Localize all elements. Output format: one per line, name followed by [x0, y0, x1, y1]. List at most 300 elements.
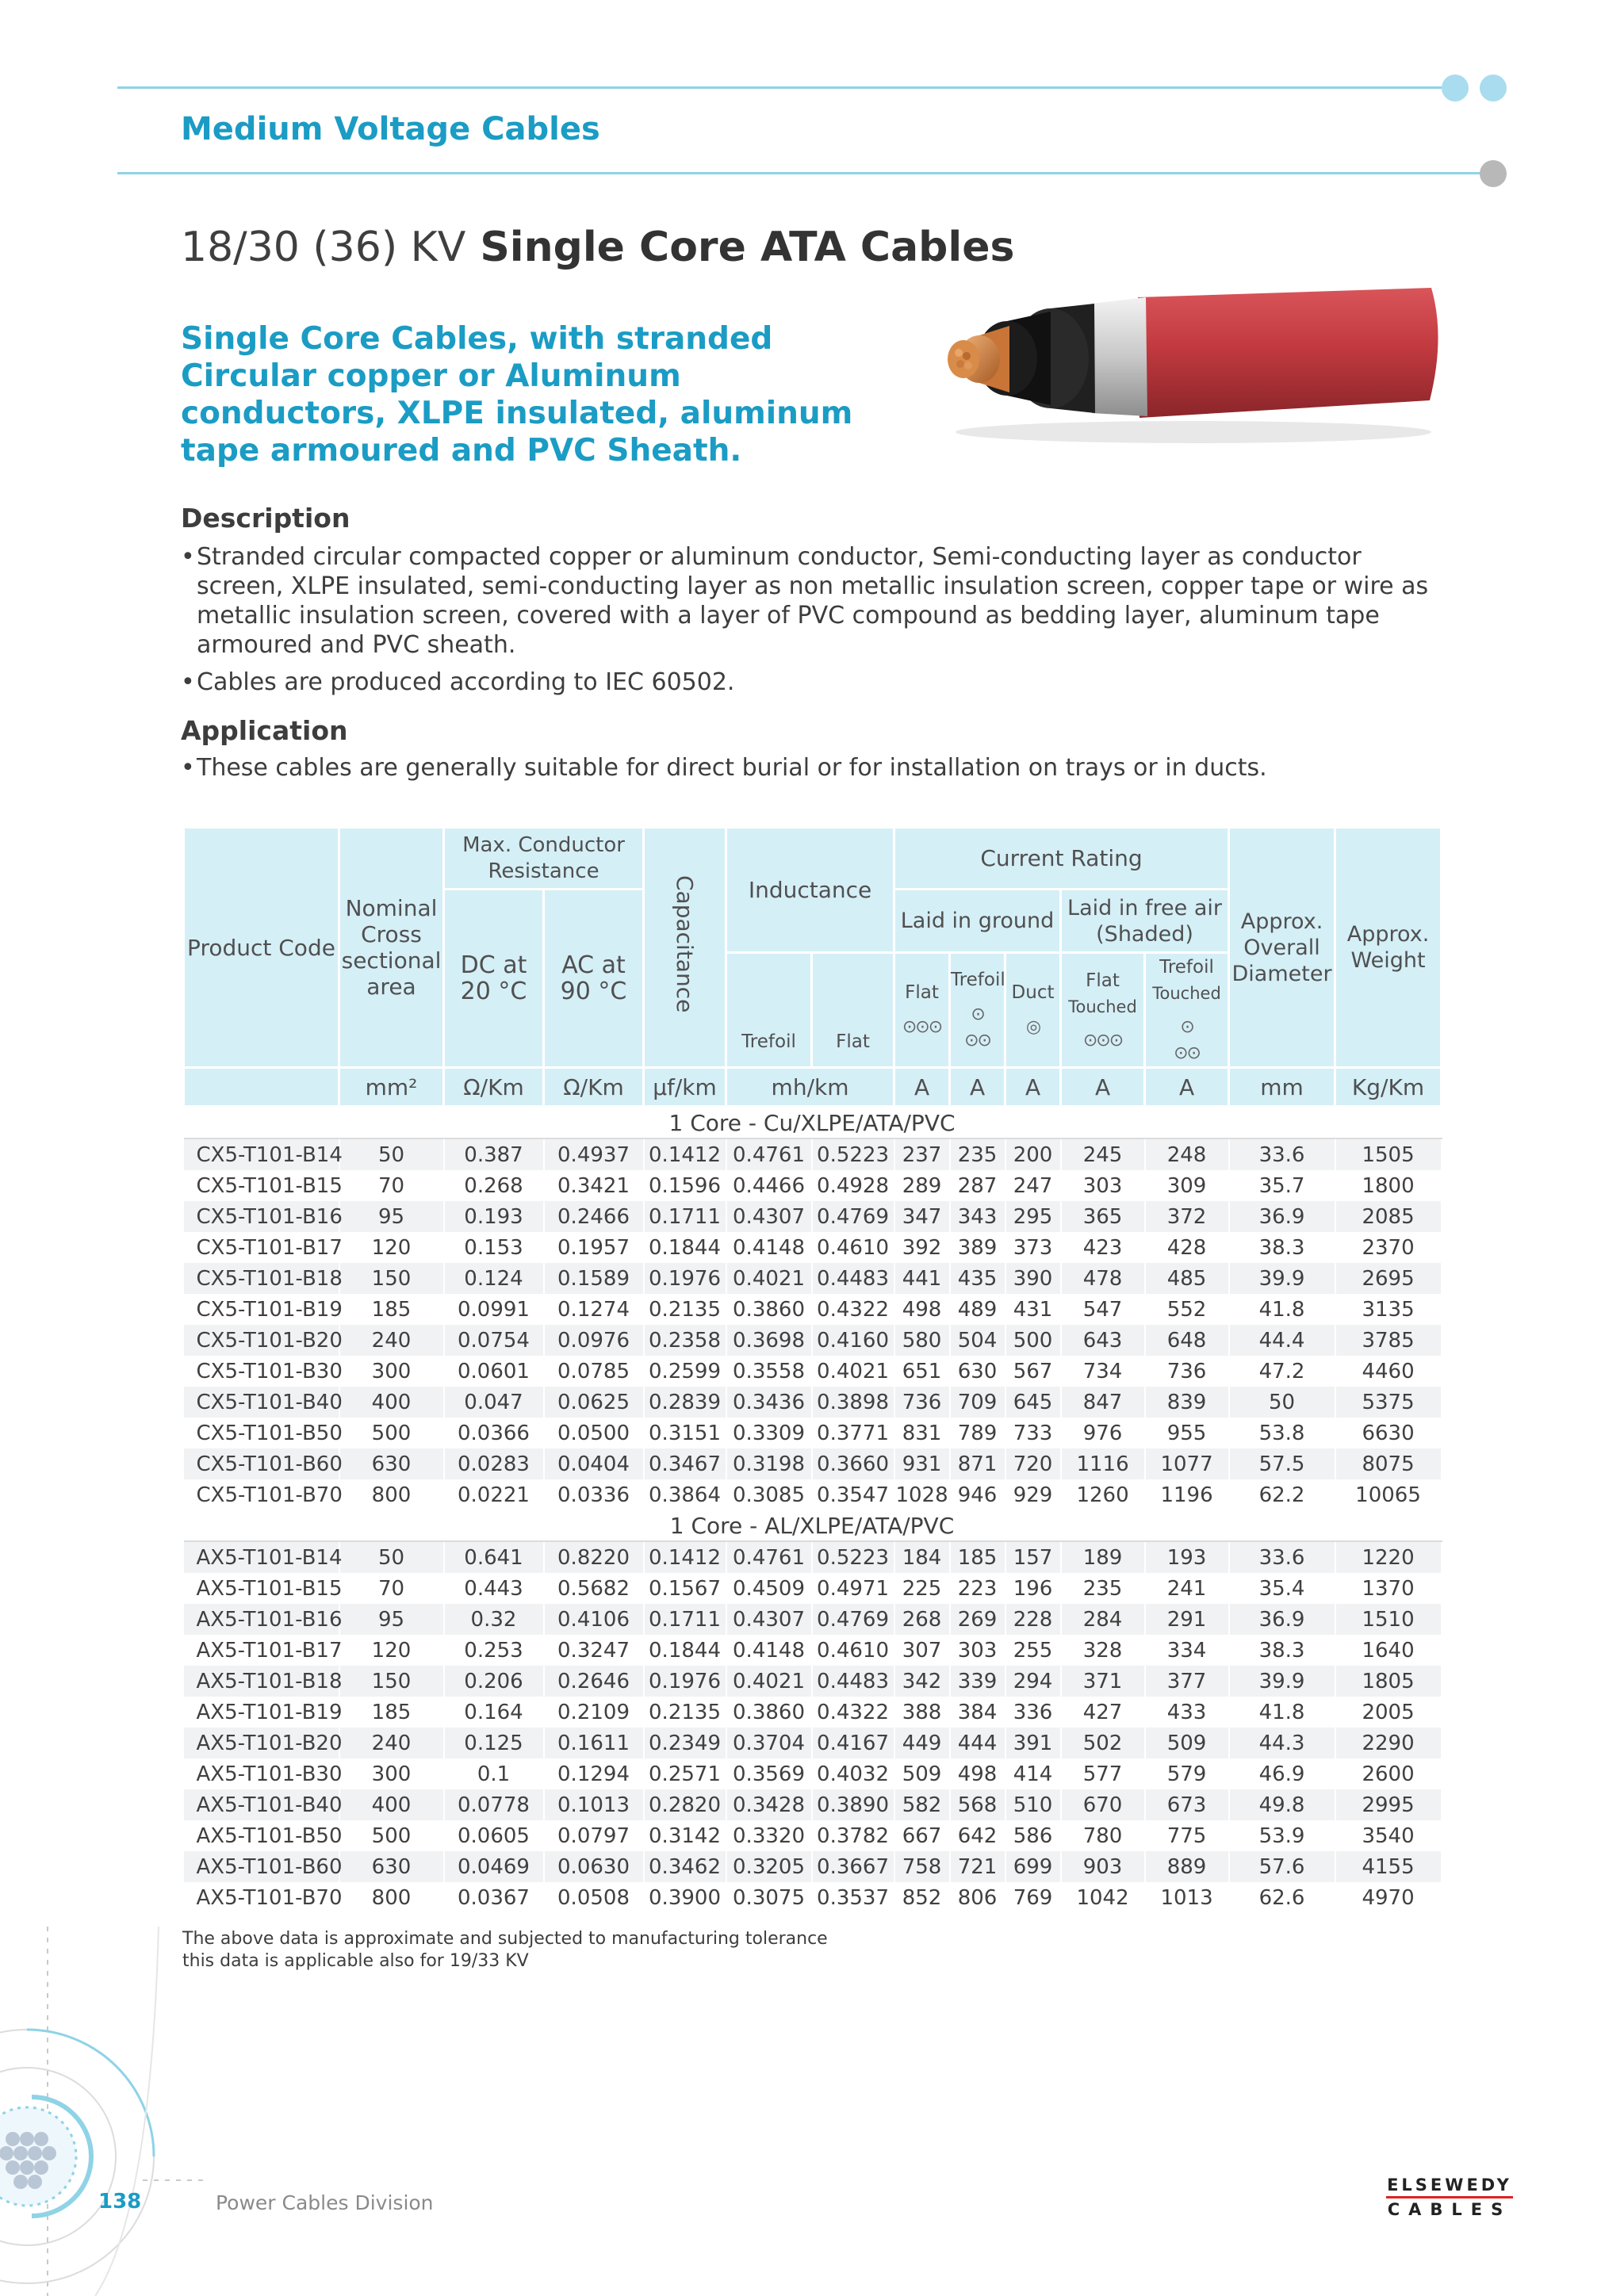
cell-weight: 6630	[1335, 1418, 1442, 1448]
cell-ind-trefoil: 0.3436	[726, 1387, 812, 1418]
header-ground-duct-label: Duct	[1011, 982, 1055, 1003]
cell-code: CX5-T101-B20	[184, 1325, 339, 1356]
cell-air-trefoil: 485	[1145, 1263, 1229, 1294]
cell-ground-duct: 390	[1005, 1263, 1061, 1294]
cell-ground-duct: 196	[1005, 1573, 1061, 1604]
cell-code: CX5-T101-B60	[184, 1448, 339, 1479]
table-row	[184, 1728, 1442, 1758]
duct-formation-icon: ◎	[1025, 1017, 1040, 1037]
cell-ground-trefoil: 185	[950, 1541, 1005, 1573]
cell-ind-trefoil: 0.4148	[726, 1635, 812, 1666]
unit-area: mm²	[339, 1068, 444, 1107]
cell-air-flat: 670	[1061, 1789, 1145, 1820]
cell-code: AX5-T101-B60	[184, 1851, 339, 1882]
cell-area: 500	[339, 1820, 444, 1851]
cell-dc: 0.124	[444, 1263, 544, 1294]
cell-ground-duct: 720	[1005, 1448, 1061, 1479]
cell-code: AX5-T101-B70	[184, 1882, 339, 1913]
cell-weight: 1800	[1335, 1170, 1442, 1201]
cell-air-trefoil: 372	[1145, 1201, 1229, 1232]
cell-ind-trefoil: 0.3558	[726, 1356, 812, 1387]
cell-ground-flat: 347	[894, 1201, 950, 1232]
cell-diameter: 39.9	[1229, 1263, 1335, 1294]
cell-air-trefoil: 309	[1145, 1170, 1229, 1201]
cell-ac: 0.8220	[544, 1541, 644, 1573]
header-capacitance-label: Capacitance	[672, 874, 699, 1013]
cell-diameter: 53.8	[1229, 1418, 1335, 1448]
cell-ground-flat: 758	[894, 1851, 950, 1882]
cell-weight: 1640	[1335, 1635, 1442, 1666]
cell-capacitance: 0.3900	[644, 1882, 726, 1913]
cell-diameter: 49.8	[1229, 1789, 1335, 1820]
group-title: 1 Core - Cu/XLPE/ATA/PVC	[184, 1107, 1442, 1139]
cell-ind-flat: 0.4021	[812, 1356, 894, 1387]
division-name: Power Cables Division	[216, 2191, 434, 2214]
cell-capacitance: 0.2599	[644, 1356, 726, 1387]
cell-code: AX5-T101-B14	[184, 1541, 339, 1573]
cell-ind-flat: 0.4032	[812, 1758, 894, 1789]
table-header	[184, 828, 1442, 1107]
page-title-main: Single Core ATA Cables	[480, 224, 1015, 271]
table-row	[184, 1789, 1442, 1820]
cell-area: 300	[339, 1758, 444, 1789]
header-laid-in-free-air: Laid in free air (Shaded)	[1061, 890, 1229, 953]
cell-capacitance: 0.1567	[644, 1573, 726, 1604]
header-ground-trefoil-label: Trefoil	[951, 969, 1005, 990]
cell-area: 400	[339, 1387, 444, 1418]
cell-capacitance: 0.1412	[644, 1138, 726, 1170]
cell-capacitance: 0.2135	[644, 1294, 726, 1325]
cell-ground-duct: 200	[1005, 1138, 1061, 1170]
cell-code: AX5-T101-B17	[184, 1635, 339, 1666]
cell-weight: 4970	[1335, 1882, 1442, 1913]
cell-dc: 0.0367	[444, 1882, 544, 1913]
cell-air-flat: 903	[1061, 1851, 1145, 1882]
cell-diameter: 41.8	[1229, 1294, 1335, 1325]
cell-air-flat: 245	[1061, 1138, 1145, 1170]
cell-air-flat: 303	[1061, 1170, 1145, 1201]
cell-ground-trefoil: 339	[950, 1666, 1005, 1697]
group-header-row	[184, 1510, 1442, 1541]
cell-ground-duct: 414	[1005, 1758, 1061, 1789]
table-notes	[182, 1928, 828, 1973]
table-row	[184, 1138, 1442, 1170]
cell-diameter: 36.9	[1229, 1201, 1335, 1232]
cell-capacitance: 0.1596	[644, 1170, 726, 1201]
header-air-flat	[1061, 953, 1145, 1068]
cell-ground-flat: 667	[894, 1820, 950, 1851]
cell-ground-flat: 388	[894, 1697, 950, 1728]
cell-dc: 0.0366	[444, 1418, 544, 1448]
cell-ground-flat: 651	[894, 1356, 950, 1387]
header-capacitance	[644, 828, 726, 1068]
description-bullet-1: • Stranded circular compacted copper or aluminum conductor, Semi-conducting layer as conductor screen, XLPE insulated, semi-conducting layer as non metallic insulation screen, copper tape or wire as metallic insulation screen, covered with a layer of PVC compound as bedding layer, aluminum tape armoured and PVC sheath.	[181, 542, 1450, 660]
cell-ind-flat: 0.4971	[812, 1573, 894, 1604]
cell-ac: 0.1957	[544, 1232, 644, 1263]
group-header-row	[184, 1107, 1442, 1139]
cell-ac: 0.1013	[544, 1789, 644, 1820]
cell-ground-flat: 1028	[894, 1479, 950, 1510]
cell-dc: 0.0601	[444, 1356, 544, 1387]
cell-ground-trefoil: 871	[950, 1448, 1005, 1479]
table-row	[184, 1356, 1442, 1387]
cell-ground-trefoil: 642	[950, 1820, 1005, 1851]
cell-ground-duct: 373	[1005, 1232, 1061, 1263]
cell-ground-flat: 184	[894, 1541, 950, 1573]
cell-area: 150	[339, 1263, 444, 1294]
cell-area: 185	[339, 1697, 444, 1728]
cell-air-flat: 1042	[1061, 1882, 1145, 1913]
cell-weight: 4155	[1335, 1851, 1442, 1882]
cell-air-flat: 643	[1061, 1325, 1145, 1356]
cell-dc: 0.0283	[444, 1448, 544, 1479]
note-applicability: this data is applicable also for 19/33 KV	[182, 1951, 529, 1971]
cell-ind-trefoil: 0.4466	[726, 1170, 812, 1201]
cell-code: AX5-T101-B40	[184, 1789, 339, 1820]
cell-weight: 10065	[1335, 1479, 1442, 1510]
cell-code: AX5-T101-B18	[184, 1666, 339, 1697]
cell-capacitance: 0.2135	[644, 1697, 726, 1728]
cell-ground-flat: 582	[894, 1789, 950, 1820]
cell-capacitance: 0.3864	[644, 1479, 726, 1510]
units-spacer	[184, 1068, 339, 1107]
cell-ground-trefoil: 444	[950, 1728, 1005, 1758]
cell-ind-flat: 0.4322	[812, 1294, 894, 1325]
cell-dc: 0.0754	[444, 1325, 544, 1356]
unit-inductance: mh/km	[726, 1068, 894, 1107]
cell-ac: 0.4106	[544, 1604, 644, 1635]
brand-logo	[1386, 2175, 1513, 2219]
cell-air-flat: 427	[1061, 1697, 1145, 1728]
cell-capacitance: 0.2571	[644, 1758, 726, 1789]
cell-ground-duct: 294	[1005, 1666, 1061, 1697]
cell-air-trefoil: 428	[1145, 1232, 1229, 1263]
cell-weight: 1370	[1335, 1573, 1442, 1604]
cell-diameter: 35.4	[1229, 1573, 1335, 1604]
header-max-resistance: Max. Conductor Resistance	[444, 828, 644, 890]
cell-capacitance: 0.3462	[644, 1851, 726, 1882]
cell-ground-trefoil: 946	[950, 1479, 1005, 1510]
cell-capacitance: 0.1711	[644, 1604, 726, 1635]
cell-ind-trefoil: 0.4021	[726, 1666, 812, 1697]
cell-air-trefoil: 334	[1145, 1635, 1229, 1666]
cell-area: 630	[339, 1851, 444, 1882]
cell-ground-trefoil: 504	[950, 1325, 1005, 1356]
cell-ground-trefoil: 343	[950, 1201, 1005, 1232]
cell-ind-flat: 0.3667	[812, 1851, 894, 1882]
cell-weight: 2290	[1335, 1728, 1442, 1758]
cell-diameter: 33.6	[1229, 1541, 1335, 1573]
header-line-top	[117, 86, 1450, 89]
cell-ind-flat: 0.4483	[812, 1263, 894, 1294]
cell-ground-duct: 431	[1005, 1294, 1061, 1325]
cell-weight: 8075	[1335, 1448, 1442, 1479]
cell-ind-flat: 0.4160	[812, 1325, 894, 1356]
cell-ground-trefoil: 789	[950, 1418, 1005, 1448]
cell-ind-flat: 0.4610	[812, 1232, 894, 1263]
cell-ac: 0.0625	[544, 1387, 644, 1418]
trefoil-touched-icon: ⊙ ⊙⊙	[1174, 1017, 1200, 1063]
cell-ground-trefoil: 721	[950, 1851, 1005, 1882]
table-row	[184, 1851, 1442, 1882]
cell-ground-duct: 733	[1005, 1418, 1061, 1448]
page-title	[181, 224, 1014, 271]
cell-ac: 0.1274	[544, 1294, 644, 1325]
cell-ind-trefoil: 0.4761	[726, 1541, 812, 1573]
cell-ground-trefoil: 489	[950, 1294, 1005, 1325]
cell-diameter: 53.9	[1229, 1820, 1335, 1851]
cell-area: 300	[339, 1356, 444, 1387]
cell-code: CX5-T101-B18	[184, 1263, 339, 1294]
cell-ind-trefoil: 0.4509	[726, 1573, 812, 1604]
cell-dc: 0.047	[444, 1387, 544, 1418]
header-dot-blue-2	[1480, 75, 1507, 101]
header-ground-flat-label: Flat	[905, 982, 939, 1003]
page-number: 138	[98, 2190, 142, 2214]
cell-ac: 0.2109	[544, 1697, 644, 1728]
cell-code: AX5-T101-B16	[184, 1604, 339, 1635]
cell-capacitance: 0.2358	[644, 1325, 726, 1356]
cell-air-trefoil: 673	[1145, 1789, 1229, 1820]
cell-ind-trefoil: 0.3085	[726, 1479, 812, 1510]
cell-dc: 0.0991	[444, 1294, 544, 1325]
cell-diameter: 38.3	[1229, 1232, 1335, 1263]
cell-ground-flat: 237	[894, 1138, 950, 1170]
cell-air-trefoil: 775	[1145, 1820, 1229, 1851]
header-air-trefoil	[1145, 953, 1229, 1068]
cell-capacitance: 0.1844	[644, 1635, 726, 1666]
cell-dc: 0.0221	[444, 1479, 544, 1510]
product-subtitle: Single Core Cables, with stranded Circular copper or Aluminum conductors, XLPE insulated, aluminum tape armoured and PVC Sheath.	[181, 321, 853, 469]
header-air-flat-touched: Touched	[1068, 997, 1137, 1016]
cell-area: 185	[339, 1294, 444, 1325]
unit-diameter: mm	[1229, 1068, 1335, 1107]
cell-air-trefoil: 648	[1145, 1325, 1229, 1356]
cell-air-trefoil: 579	[1145, 1758, 1229, 1789]
cell-weight: 2600	[1335, 1758, 1442, 1789]
cell-ind-trefoil: 0.3860	[726, 1697, 812, 1728]
cell-ind-trefoil: 0.4307	[726, 1201, 812, 1232]
cell-ind-flat: 0.4610	[812, 1635, 894, 1666]
cell-air-trefoil: 1196	[1145, 1479, 1229, 1510]
cell-ground-duct: 336	[1005, 1697, 1061, 1728]
cell-ground-flat: 736	[894, 1387, 950, 1418]
unit-ground-flat: A	[894, 1068, 950, 1107]
cell-ground-trefoil: 630	[950, 1356, 1005, 1387]
cell-ground-flat: 831	[894, 1418, 950, 1448]
cell-ac: 0.0508	[544, 1882, 644, 1913]
note-tolerance: The above data is approximate and subjected to manufacturing tolerance	[182, 1929, 828, 1949]
cell-ground-duct: 391	[1005, 1728, 1061, 1758]
cell-ground-trefoil: 223	[950, 1573, 1005, 1604]
cell-area: 120	[339, 1232, 444, 1263]
cell-ac: 0.0404	[544, 1448, 644, 1479]
cell-code: CX5-T101-B50	[184, 1418, 339, 1448]
cell-dc: 0.0778	[444, 1789, 544, 1820]
cell-ground-trefoil: 498	[950, 1758, 1005, 1789]
cell-ind-flat: 0.3771	[812, 1418, 894, 1448]
cell-ac: 0.4937	[544, 1138, 644, 1170]
cell-area: 95	[339, 1201, 444, 1232]
cell-ac: 0.5682	[544, 1573, 644, 1604]
cell-diameter: 33.6	[1229, 1138, 1335, 1170]
header-dot-blue-1	[1442, 75, 1469, 101]
cell-code: AX5-T101-B19	[184, 1697, 339, 1728]
cell-ind-flat: 0.4769	[812, 1604, 894, 1635]
cell-dc: 0.387	[444, 1138, 544, 1170]
units-row	[184, 1068, 1442, 1107]
cell-ind-trefoil: 0.4307	[726, 1604, 812, 1635]
cell-capacitance: 0.3467	[644, 1448, 726, 1479]
cell-air-flat: 371	[1061, 1666, 1145, 1697]
table-row	[184, 1541, 1442, 1573]
cell-ind-trefoil: 0.3320	[726, 1820, 812, 1851]
cell-ground-duct: 645	[1005, 1387, 1061, 1418]
cell-ground-trefoil: 435	[950, 1263, 1005, 1294]
table-row	[184, 1325, 1442, 1356]
header-laid-in-ground: Laid in ground	[894, 890, 1061, 953]
cell-ind-trefoil: 0.3860	[726, 1294, 812, 1325]
cell-weight: 2995	[1335, 1789, 1442, 1820]
cell-area: 50	[339, 1138, 444, 1170]
cell-dc: 0.164	[444, 1697, 544, 1728]
cell-ground-duct: 567	[1005, 1356, 1061, 1387]
cell-code: CX5-T101-B40	[184, 1387, 339, 1418]
table-row	[184, 1635, 1442, 1666]
cell-capacitance: 0.3151	[644, 1418, 726, 1448]
cell-ground-trefoil: 235	[950, 1138, 1005, 1170]
cell-ac: 0.0630	[544, 1851, 644, 1882]
header-inductance: Inductance	[726, 828, 894, 953]
cell-ac: 0.0336	[544, 1479, 644, 1510]
cell-ground-duct: 929	[1005, 1479, 1061, 1510]
cell-dc: 0.0605	[444, 1820, 544, 1851]
cell-capacitance: 0.2839	[644, 1387, 726, 1418]
unit-dc: Ω/Km	[444, 1068, 544, 1107]
cell-dc: 0.641	[444, 1541, 544, 1573]
cell-diameter: 47.2	[1229, 1356, 1335, 1387]
header-air-flat-label: Flat	[1086, 970, 1120, 991]
unit-air-flat: A	[1061, 1068, 1145, 1107]
cell-code: CX5-T101-B30	[184, 1356, 339, 1387]
cell-capacitance: 0.1412	[644, 1541, 726, 1573]
cell-air-flat: 1260	[1061, 1479, 1145, 1510]
header-ac-90: AC at 90 °C	[544, 890, 644, 1068]
table-row	[184, 1448, 1442, 1479]
logo-line-2: CABLES	[1386, 2196, 1513, 2219]
cell-weight: 1505	[1335, 1138, 1442, 1170]
unit-ac: Ω/Km	[544, 1068, 644, 1107]
cell-ind-flat: 0.3890	[812, 1789, 894, 1820]
cell-weight: 1510	[1335, 1604, 1442, 1635]
cell-code: AX5-T101-B30	[184, 1758, 339, 1789]
cell-diameter: 39.9	[1229, 1666, 1335, 1697]
cell-air-flat: 976	[1061, 1418, 1145, 1448]
cell-weight: 5375	[1335, 1387, 1442, 1418]
cell-ground-duct: 157	[1005, 1541, 1061, 1573]
header-air-trefoil-label: Trefoil	[1159, 957, 1214, 978]
cell-dc: 0.268	[444, 1170, 544, 1201]
cell-weight: 2085	[1335, 1201, 1442, 1232]
cell-ground-trefoil: 709	[950, 1387, 1005, 1418]
cell-diameter: 36.9	[1229, 1604, 1335, 1635]
logo-line-1: ELSEWEDY	[1387, 2175, 1512, 2195]
description-heading: Description	[181, 503, 350, 534]
header-weight: Approx. Weight	[1335, 828, 1442, 1068]
cell-air-trefoil: 241	[1145, 1573, 1229, 1604]
cell-weight: 3785	[1335, 1325, 1442, 1356]
cell-ground-trefoil: 806	[950, 1882, 1005, 1913]
cell-ind-trefoil: 0.4761	[726, 1138, 812, 1170]
cell-ac: 0.1589	[544, 1263, 644, 1294]
cell-ground-flat: 498	[894, 1294, 950, 1325]
cell-area: 240	[339, 1728, 444, 1758]
unit-ground-duct: A	[1005, 1068, 1061, 1107]
cell-ac: 0.1611	[544, 1728, 644, 1758]
cell-air-flat: 284	[1061, 1604, 1145, 1635]
cell-air-flat: 847	[1061, 1387, 1145, 1418]
cell-air-trefoil: 736	[1145, 1356, 1229, 1387]
cell-ground-duct: 255	[1005, 1635, 1061, 1666]
cell-diameter: 57.6	[1229, 1851, 1335, 1882]
cell-weight: 1220	[1335, 1541, 1442, 1573]
cell-code: CX5-T101-B70	[184, 1479, 339, 1510]
cell-air-flat: 478	[1061, 1263, 1145, 1294]
cell-ind-flat: 0.4769	[812, 1201, 894, 1232]
cell-ind-trefoil: 0.4021	[726, 1263, 812, 1294]
flat-touched-icon: ⊙⊙⊙	[1082, 1030, 1123, 1050]
cell-area: 70	[339, 1573, 444, 1604]
cell-ind-flat: 0.3898	[812, 1387, 894, 1418]
cell-ind-flat: 0.3782	[812, 1820, 894, 1851]
cable-image	[932, 274, 1447, 452]
cell-dc: 0.206	[444, 1666, 544, 1697]
table-row	[184, 1387, 1442, 1418]
cell-dc: 0.32	[444, 1604, 544, 1635]
cell-ground-trefoil: 568	[950, 1789, 1005, 1820]
cell-air-trefoil: 839	[1145, 1387, 1229, 1418]
description-bullet-2: • Cables are produced according to IEC 60502.	[181, 668, 1450, 697]
cell-code: CX5-T101-B15	[184, 1170, 339, 1201]
cell-ground-flat: 268	[894, 1604, 950, 1635]
cell-dc: 0.0469	[444, 1851, 544, 1882]
cell-ind-flat: 0.4483	[812, 1666, 894, 1697]
cell-diameter: 62.2	[1229, 1479, 1335, 1510]
cell-air-flat: 189	[1061, 1541, 1145, 1573]
cell-area: 800	[339, 1882, 444, 1913]
cell-ground-flat: 342	[894, 1666, 950, 1697]
table-row	[184, 1882, 1442, 1913]
application-text	[181, 753, 1450, 783]
cell-air-flat: 734	[1061, 1356, 1145, 1387]
header-product-code: Product Code	[184, 828, 339, 1068]
cell-weight: 3135	[1335, 1294, 1442, 1325]
cell-air-flat: 365	[1061, 1201, 1145, 1232]
cell-air-trefoil: 1013	[1145, 1882, 1229, 1913]
header-ground-trefoil	[950, 953, 1005, 1068]
cell-ground-flat: 931	[894, 1448, 950, 1479]
cell-weight: 4460	[1335, 1356, 1442, 1387]
table-row	[184, 1604, 1442, 1635]
header-dot-grey	[1480, 160, 1507, 187]
cell-dc: 0.253	[444, 1635, 544, 1666]
cell-ground-flat: 441	[894, 1263, 950, 1294]
cell-ind-flat: 0.4928	[812, 1170, 894, 1201]
cell-air-flat: 577	[1061, 1758, 1145, 1789]
cell-air-trefoil: 248	[1145, 1138, 1229, 1170]
cell-ground-flat: 392	[894, 1232, 950, 1263]
cell-ac: 0.3247	[544, 1635, 644, 1666]
